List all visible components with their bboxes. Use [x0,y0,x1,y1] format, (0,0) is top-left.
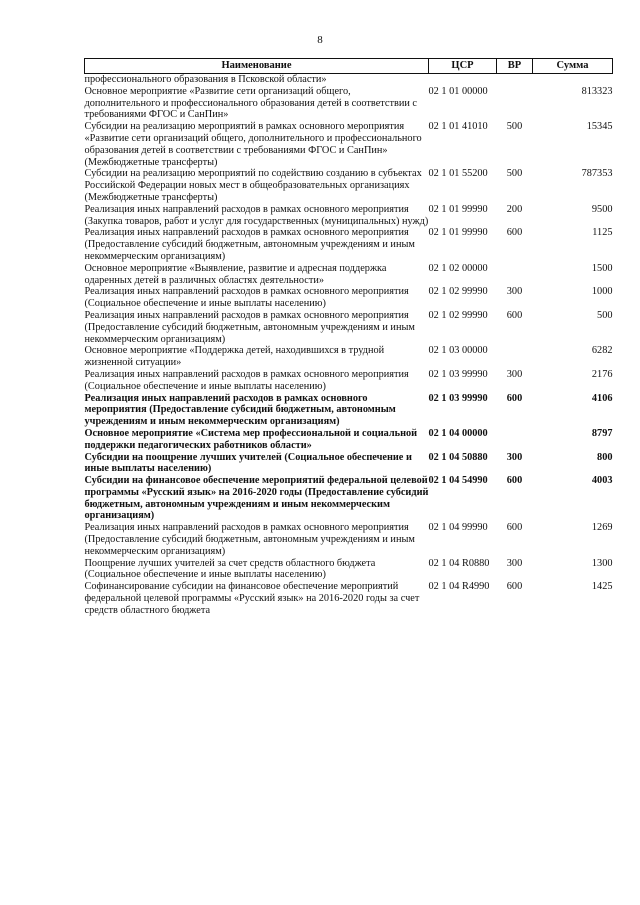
row-vr: 600 [506,227,523,239]
row-vr: 500 [506,168,523,180]
continuation-text: профессионального образования в Псковской области» [84,74,327,85]
row-sum: 1269 [591,522,613,534]
row-name: Реализация иных направлений расходов в рамках основного мероприятия (Социальное обеспечение и иные выплаты населению) [84,286,409,310]
row-vr: 300 [506,451,523,463]
row-csr: 02 1 01 55200 [428,168,488,180]
row-name: Субсидии на реализацию мероприятий в рамках основного мероприятия «Развитие сети организаций общего, дополнительного и профессионального образования детей в соответствии с требованиями ФГОС и СанПин» (Межбюджетные трансферты) [84,121,422,168]
header-csr: ЦСР [429,59,497,74]
budget-table [84,58,613,617]
table-row [85,475,613,522]
row-sum: 4106 [591,392,613,404]
row-csr: 02 1 04 54990 [428,475,488,487]
table-row [85,345,613,369]
row-csr: 02 1 01 99990 [428,203,488,215]
row-sum: 1000 [591,286,613,298]
row-name: Реализация иных направлений расходов в рамках основного мероприятия (Закупка товаров, работ и услуг для государственных (муниципальных) нужд) [84,203,429,227]
row-name: Основное мероприятие «Выявление, развитие и адресная поддержка одаренных детей в различных областях деятельности» [84,262,387,286]
header-sum: Сумма [533,59,613,74]
row-vr [497,428,533,452]
row-name: Поощрение лучших учителей за счет средств областного бюджета (Социальное обеспечение и иные выплаты населению) [84,557,376,581]
row-sum: 1125 [592,227,613,239]
table-row [85,522,613,557]
row-csr: 02 1 02 99990 [428,286,488,298]
table-row [85,452,613,476]
table-row [85,310,613,345]
row-csr: 02 1 02 99990 [428,309,488,321]
row-name: Субсидии на поощрение лучших учителей (Социальное обеспечение и иные выплаты населению) [84,451,412,475]
row-sum: 2176 [591,368,613,380]
row-csr: 02 1 04 50880 [428,451,488,463]
row-sum: 6282 [591,345,613,357]
table-row [85,393,613,428]
row-csr: 02 1 01 00000 [428,85,488,97]
row-vr: 300 [506,286,523,298]
table-row [85,369,613,393]
row-csr: 02 1 01 99990 [428,227,488,239]
row-vr [497,345,533,369]
row-name: Основное мероприятие «Система мер профессиональной и социальной поддержки педагогических работников области» [84,427,418,451]
row-sum: 1500 [591,262,613,274]
row-csr: 02 1 04 R4990 [428,581,490,593]
row-name: Реализация иных направлений расходов в рамках основного мероприятия (Социальное обеспечение и иные выплаты населению) [84,368,409,392]
row-vr: 600 [506,581,523,593]
row-sum: 8797 [591,427,613,439]
table-body [85,74,613,617]
table-row [85,581,613,616]
row-vr [497,263,533,287]
table-row [85,263,613,287]
table-row [85,558,613,582]
row-csr: 02 1 03 00000 [428,345,488,357]
table-row [85,121,613,168]
row-csr: 02 1 03 99990 [428,368,488,380]
row-name: Реализация иных направлений расходов в рамках основного мероприятия (Предоставление субсидий бюджетным, автономным учреждениям и иным некоммерческим организациям) [84,309,415,345]
row-sum: 9500 [591,203,613,215]
row-vr: 300 [506,557,523,569]
row-name: Реализация иных направлений расходов в рамках основного мероприятия (Предоставление субсидий бюджетным, автономным учреждениям и иным некоммерческим организациям) [84,392,396,428]
row-name: Основное мероприятие «Поддержка детей, находившихся в трудной жизненной ситуации» [84,345,385,369]
row-vr: 300 [506,368,523,380]
row-sum: 4003 [591,475,613,487]
row-csr: 02 1 02 00000 [428,262,488,274]
continuation-row [85,74,613,86]
row-vr: 600 [506,522,523,534]
row-sum: 15345 [586,121,613,133]
row-vr: 600 [506,475,523,487]
header-vr: ВР [497,59,533,74]
row-vr: 200 [506,203,523,215]
header-name: Наименование [85,59,429,74]
row-name: Софинансирование субсидии на финансовое обеспечение мероприятий федеральной целевой программы «Русский язык» на 2016-2020 годы за счет средств областного бюджета [84,581,420,616]
page-number: 8 [317,34,323,46]
row-name: Реализация иных направлений расходов в рамках основного мероприятия (Предоставление субсидий бюджетным, автономным учреждениям и иным некоммерческим организациям) [84,227,415,262]
table-row [85,86,613,121]
row-csr: 02 1 04 R0880 [428,557,490,569]
row-name: Реализация иных направлений расходов в рамках основного мероприятия (Предоставление субсидий бюджетным, автономным учреждениям и иным некоммерческим организациям) [84,522,415,557]
row-csr: 02 1 03 99990 [428,392,488,404]
row-csr: 02 1 04 00000 [428,427,488,439]
table-row [85,204,613,228]
row-name: Субсидии на реализацию мероприятий по содействию созданию в субъектах Российской Федерации новых мест в общеобразовательных организациях (Межбюджетные трансферты) [84,168,422,203]
row-csr: 02 1 04 99990 [428,522,488,534]
row-sum: 813323 [581,85,613,97]
row-vr [497,86,533,121]
row-name: Основное мероприятие «Развитие сети организаций общего, дополнительного и профессионального образования детей в соответствии с требованиями ФГОС и СанПин» [84,85,417,121]
row-sum: 1300 [591,557,613,569]
row-csr: 02 1 01 41010 [428,121,488,133]
table-row [85,428,613,452]
table-row [85,227,613,262]
row-sum: 800 [597,451,613,463]
table-row [85,286,613,310]
table-header [85,59,613,74]
row-sum: 500 [597,309,613,321]
row-sum: 1425 [591,581,613,593]
table-row [85,168,613,203]
row-vr: 600 [506,392,523,404]
row-vr: 600 [506,309,523,321]
row-name: Субсидии на финансовое обеспечение мероприятий федеральной целевой программы «Русский язык» на 2016-2020 годы (Предоставление субсидий бюджетным, автономным учреждениям и иным некоммерческим организациям) [84,475,429,522]
row-sum: 787353 [581,168,613,180]
row-vr: 500 [506,121,523,133]
header-row [85,59,613,74]
